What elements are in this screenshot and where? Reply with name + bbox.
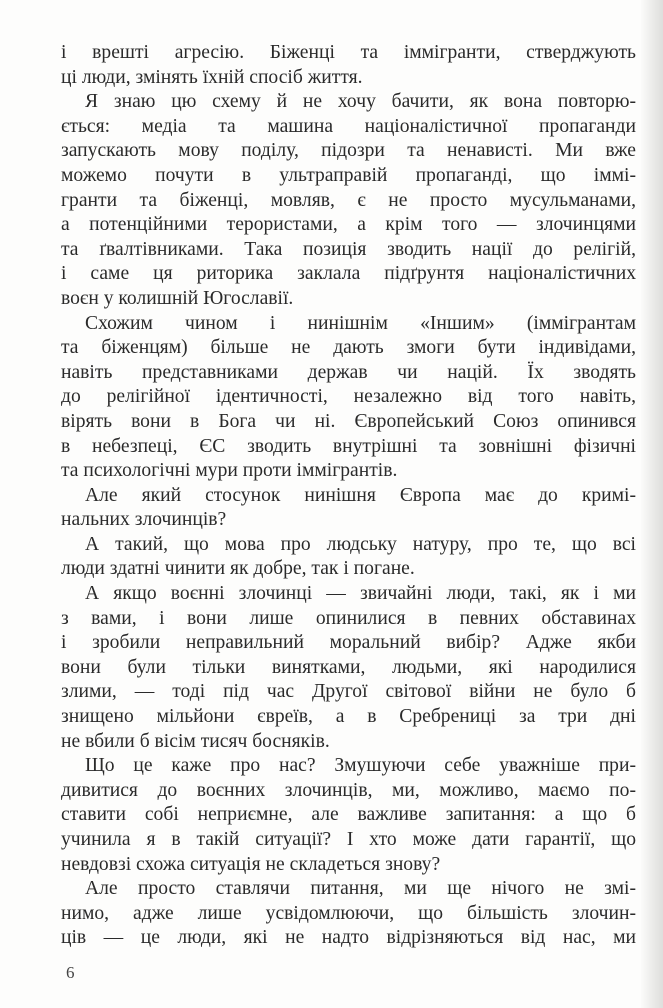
page-edge-shadow (641, 0, 663, 1008)
paragraph (61, 582, 636, 754)
text-line: Але який стосунок нинішня Європа має до кримі- (85, 484, 636, 506)
text-line: нимо, адже лише усвідомлюючи, що більшість злочин- (61, 902, 636, 924)
paragraph (61, 877, 636, 951)
text-line: дивитися до воєнних злочинців, ми, можливо, маємо по- (61, 779, 636, 801)
text-line: А такий, що мова про людську натуру, про те, що всі (85, 533, 636, 555)
text-line: та психологічні мури проти іммігрантів. (61, 460, 398, 482)
text-line: нальних злочинців? (61, 509, 227, 531)
text-line: ці люди, змінять їхній спосіб життя. (61, 66, 363, 88)
text-line: злими, — тоді під час Другої світової війни не було б (61, 681, 636, 703)
text-line: люди здатні чинити як добре, так і погане. (61, 558, 415, 580)
paragraph (61, 41, 636, 90)
paragraph (61, 754, 636, 877)
text-line: не вбили б вісім тисяч босняків. (61, 730, 330, 752)
text-line: вони були тільки винятками, людьми, які народилися (61, 656, 636, 678)
text-line: А якщо воєнні злочинці — звичайні люди, такі, як і ми (85, 583, 636, 605)
text-line: Що це каже про нас? Змушуючи себе уважніше при- (85, 755, 636, 777)
text-line: можемо почути в ультраправій пропаганді, що іммі- (61, 164, 636, 186)
text-line: ється: медіа та машина націоналістичної пропаганди (61, 115, 636, 137)
text-line: ців — це люди, які не надто відрізняються від нас, ми (61, 927, 636, 949)
text-line: в небезпеці, ЄС зводить внутрішні та зовнішні фізичні (61, 435, 636, 457)
text-line: а потенційними терористами, а крім того — злочинцями (61, 214, 636, 236)
paragraph (61, 312, 636, 484)
text-line: учинила я в такій ситуації? І хто може дати гарантії, що (61, 829, 636, 850)
text-line: та біженцям) більше не дають змоги бути індивідами, (61, 337, 636, 359)
text-line: Але просто ставлячи питання, ми ще нічого не змі- (85, 878, 636, 900)
text-line: запускають мову поділу, підозри та ненависті. Ми вже (61, 140, 636, 162)
text-line: і саме ця риторика заклала підґрунтя націоналістичних (61, 263, 636, 285)
paragraph (61, 484, 636, 533)
text-line: до релігійної ідентичності, незалежно від того навіть, (61, 386, 636, 408)
text-line: невдовзі схожа ситуація не складеться знову? (61, 853, 441, 875)
body-text (61, 41, 636, 951)
page-number: 6 (66, 963, 75, 982)
text-line: Схожим чином і нинішнім «Іншим» (іммігрантам (85, 312, 636, 334)
text-line: Я знаю цю схему й не хочу бачити, як вона повторю- (85, 91, 636, 113)
text-line: навіть представниками держав чи націй. Їх зводять (61, 361, 636, 383)
text-line: та ґвалтівниками. Така позиція зводить нації до релігій, (61, 238, 636, 260)
text-line: гранти та біженці, мовляв, є не просто мусульманами, (61, 189, 636, 211)
paragraph (61, 533, 636, 582)
text-line: з вами, і вони лише опинилися в певних обставинах (61, 607, 636, 629)
text-line: знищено мільйони євреїв, а в Сребрениці за три дні (61, 706, 636, 728)
text-line: і зробили неправильний моральний вибір? Адже якби (61, 632, 636, 654)
text-line: воєн у колишній Югославії. (61, 287, 294, 309)
text-line: ставити собі неприємне, але важливе запитання: а що б (61, 804, 636, 826)
text-line: і врешті агресію. Біженці та іммігранти, стверджують (61, 42, 636, 63)
paragraph (61, 90, 636, 311)
text-line: вірять вони в Бога чи ні. Європейський Союз опинився (61, 410, 636, 432)
